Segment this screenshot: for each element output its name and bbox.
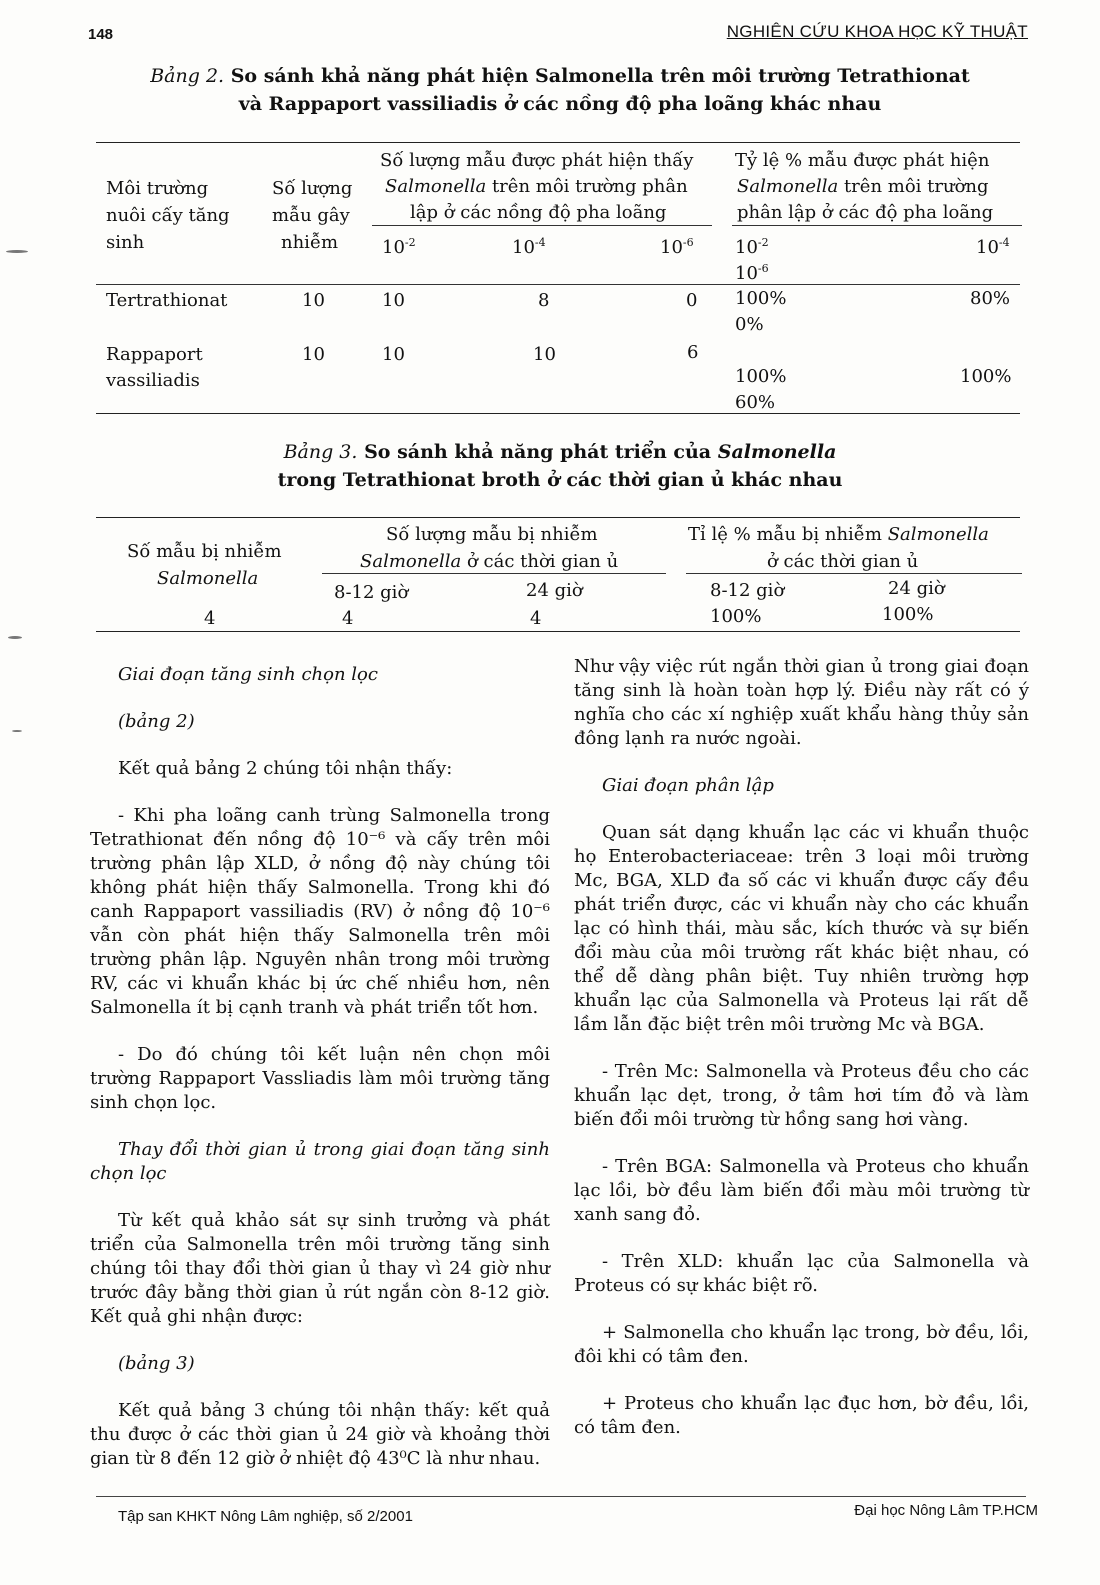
t2-row1-d2: 10 — [382, 290, 405, 311]
t3-head-samples-2: Salmonella — [157, 568, 259, 589]
section-heading-incubation: Thay đổi thời gian ủ trong giai đoạn tăng sinh chọn lọc — [90, 1139, 550, 1184]
t3-rtime-8-12: 8-12 giờ — [710, 580, 785, 601]
table3-reference: (bảng 3) — [118, 1353, 195, 1374]
footer-journal: Tập san KHKT Nông Lâm nghiệp, số 2/2001 — [118, 1508, 413, 1525]
table2-label: Bảng 2. — [150, 65, 225, 87]
t2-head-count-2: mẫu gây — [272, 205, 350, 226]
paragraph: - Do đó chúng tôi kết luận nên chọn môi trường Rappaport Vassliadis làm môi trường tăng sinh chọn lọc. — [90, 1044, 550, 1113]
paragraph: - Trên Mc: Salmonella và Proteus đều cho các khuẩn lạc dẹt, trong, ở tâm hơi tím đỏ và làm biến đổi môi trường từ hồng sang hơi vàng. — [574, 1061, 1029, 1130]
footer-university: Đại học Nông Lâm TP.HCM — [854, 1502, 1038, 1519]
paragraph: - Trên BGA: Salmonella và Proteus cho khuẩn lạc lồi, bờ đều làm biến đổi màu môi trường từ xanh sang đỏ. — [574, 1156, 1029, 1225]
t2-head-count-3: nhiễm — [281, 232, 339, 253]
t3-head-count-1: Số lượng mẫu bị nhiễm — [386, 524, 598, 545]
paragraph: Kết quả bảng 2 chúng tôi nhận thấy: — [118, 758, 453, 779]
t2-row1-r6: 0% — [735, 314, 764, 335]
t2-rdil-2: $10^{-2}$ — [735, 236, 769, 258]
t3-time-24: 24 giờ — [526, 580, 583, 601]
table3-label: Bảng 3. — [283, 441, 358, 463]
paragraph: Như vậy việc rút ngắn thời gian ủ trong giai đoạn tăng sinh là hoàn toàn hợp lý. Điều này rất có ý nghĩa cho các xí nghiệp xuất khẩu hàng thủy sản đông lạnh ra nước ngoài. — [574, 656, 1029, 749]
t2-head-rate-1: Tỷ lệ % mẫu được phát hiện — [735, 150, 990, 171]
t2-rdil-6: $10^{-6}$ — [735, 262, 769, 284]
t3-row-c1: 4 — [342, 608, 354, 629]
t2-head-medium-1: Môi trường — [106, 178, 209, 199]
t2-rdil-4: $10^{-4}$ — [976, 236, 1010, 258]
t3-head-rate-2: ở các thời gian ủ — [767, 551, 919, 572]
t2-dil-6: $10^{-6}$ — [660, 236, 694, 258]
table3-title-line1: So sánh khả năng phát triển của — [364, 441, 712, 463]
section-heading-enrichment: Giai đoạn tăng sinh chọn lọc — [118, 664, 378, 685]
table3-title-line2: trong Tetrathionat broth ở các thời gian ủ khác nhau — [277, 469, 843, 491]
paragraph: Từ kết quả khảo sát sự sinh trưởng và phát triển của Salmonella trên môi trường tăng sinh chúng tôi thay đổi thời gian ủ thay vì 24 giờ như trước đây bằng thời gian ủ rút ngắn còn 8-12 giờ. Kết quả ghi nhận được: — [90, 1210, 550, 1327]
table3 — [0, 0, 1100, 640]
t3-row-samples: 4 — [204, 608, 216, 629]
table2-reference: (bảng 2) — [118, 711, 195, 732]
section-heading-isolation: Giai đoạn phân lập — [602, 775, 774, 796]
t2-head-rate-3: phân lập ở các độ pha loãng — [737, 202, 994, 223]
table2-title-line1: So sánh khả năng phát hiện Salmonella trên môi trường Tetrathionat — [230, 65, 970, 87]
t3-row-c2: 4 — [530, 608, 542, 629]
t2-head-count-1: Số lượng — [272, 178, 353, 199]
t2-row1-count: 10 — [302, 290, 325, 311]
table2-title-line2: và Rappaport vassiliadis ở các nồng độ pha loãng khác nhau — [238, 93, 882, 115]
t2-row2-count: 10 — [302, 344, 325, 365]
paragraph: + Proteus cho khuẩn lạc đục hơn, bờ đều, lồi, có tâm đen. — [574, 1393, 1029, 1438]
t3-head-samples-1: Số mẫu bị nhiễm — [127, 541, 282, 562]
t3-head-count-2: Salmonella ở các thời gian ủ — [360, 551, 619, 572]
scan-speck — [6, 250, 28, 253]
salmonella-italic: Salmonella — [385, 176, 487, 197]
t3-row-r2: 100% — [882, 604, 934, 625]
t2-dil-2: $10^{-2}$ — [382, 236, 416, 258]
paragraph: - Khi pha loãng canh trùng Salmonella trong Tetrathionat đến nồng độ 10⁻⁶ và cấy trên môi trường phân lập XLD, ở nồng độ này chúng tôi không phát hiện thấy Salmonella. Trong khi đó canh Rappaport vassiliadis (RV) ở nồng độ 10⁻⁶ vẫn còn phát hiện thấy Salmonella trên môi trường phân lập. Nguyên nhân trong môi trường RV, các vi khuẩn khác bị ức chế nhiều hơn, nên Salmonella ít bị cạnh tranh và phát triển tốt hơn. — [90, 805, 550, 1018]
t2-head-detected-2b: trên môi trường phân — [491, 176, 688, 197]
t2-row1-r4: 80% — [970, 288, 1011, 309]
journal-header: NGHIÊN CỨU KHOA HỌC KỸ THUẬT — [726, 22, 1028, 41]
t2-row2-medium-2: vassiliadis — [106, 370, 200, 391]
scan-speck — [8, 636, 22, 639]
t2-row1-d6: 0 — [686, 290, 698, 311]
t2-row2-d6: 6 — [687, 342, 699, 363]
scan-speck — [12, 730, 22, 732]
paragraph: - Trên XLD: khuẩn lạc của Salmonella và Proteus có sự khác biệt rõ. — [574, 1251, 1029, 1296]
footer-rule — [96, 1496, 1026, 1497]
t3-time-8-12: 8-12 giờ — [334, 582, 409, 603]
paragraph: Quan sát dạng khuẩn lạc các vi khuẩn thuộc họ Enterobacteriaceae: trên 3 loại môi trường Mc, BGA, XLD đa số các vi khuẩn được cấy đều phát triển được, các vi khuẩn này cho các khuẩn lạc có hình thái, màu sắc, kích thước và sự biến đổi màu của môi trường rất khác biệt nhau, có thể dễ dàng phân biệt. Tuy nhiên trường hợp khuẩn lạc của Salmonella và Proteus lại rất dễ lầm lẫn đặc biệt trên môi trường Mc và BGA. — [574, 822, 1029, 1035]
t2-dil-4: $10^{-4}$ — [512, 236, 546, 258]
t3-head-rate-1: Tỉ lệ % mẫu bị nhiễm Salmonella — [688, 524, 989, 545]
t2-row1-medium: Tertrathionat — [106, 290, 228, 311]
paragraph: + Salmonella cho khuẩn lạc trong, bờ đều, lồi, đôi khi có tâm đen. — [574, 1322, 1029, 1367]
t2-head-detected-3: lập ở các nồng độ pha loãng — [410, 202, 667, 223]
t2-row2-r4: 100% — [960, 366, 1012, 387]
t3-rtime-24: 24 giờ — [888, 578, 945, 599]
t2-head-rate-2b: trên môi trường — [843, 176, 989, 197]
t2-row2-d4: 10 — [533, 344, 556, 365]
t2-row2-r2: 100% — [735, 366, 787, 387]
t2-head-medium-2: nuôi cấy tăng — [106, 205, 230, 226]
t2-row2-r6: 60% — [735, 392, 776, 413]
table3-title-italic: Salmonella — [717, 441, 837, 463]
salmonella-italic: Salmonella — [737, 176, 839, 197]
t2-row1-r2: 100% — [735, 288, 787, 309]
right-column — [574, 655, 1029, 1463]
t2-head-detected-1: Số lượng mẫu được phát hiện thấy — [380, 150, 694, 171]
t3-row-r1: 100% — [710, 606, 762, 627]
t2-row2-medium-1: Rappaport — [106, 344, 203, 365]
t2-row1-d4: 8 — [538, 290, 550, 311]
t2-head-medium-3: sinh — [106, 232, 145, 253]
paragraph: Kết quả bảng 3 chúng tôi nhận thấy: kết quả thu được ở các thời gian ủ 24 giờ và khoảng thời gian từ 8 đến 12 giờ ở nhiệt độ 43⁰C là như nhau. — [90, 1400, 550, 1469]
page-number: 148 — [88, 26, 114, 43]
left-column — [90, 663, 550, 1494]
t2-row2-d2: 10 — [382, 344, 405, 365]
